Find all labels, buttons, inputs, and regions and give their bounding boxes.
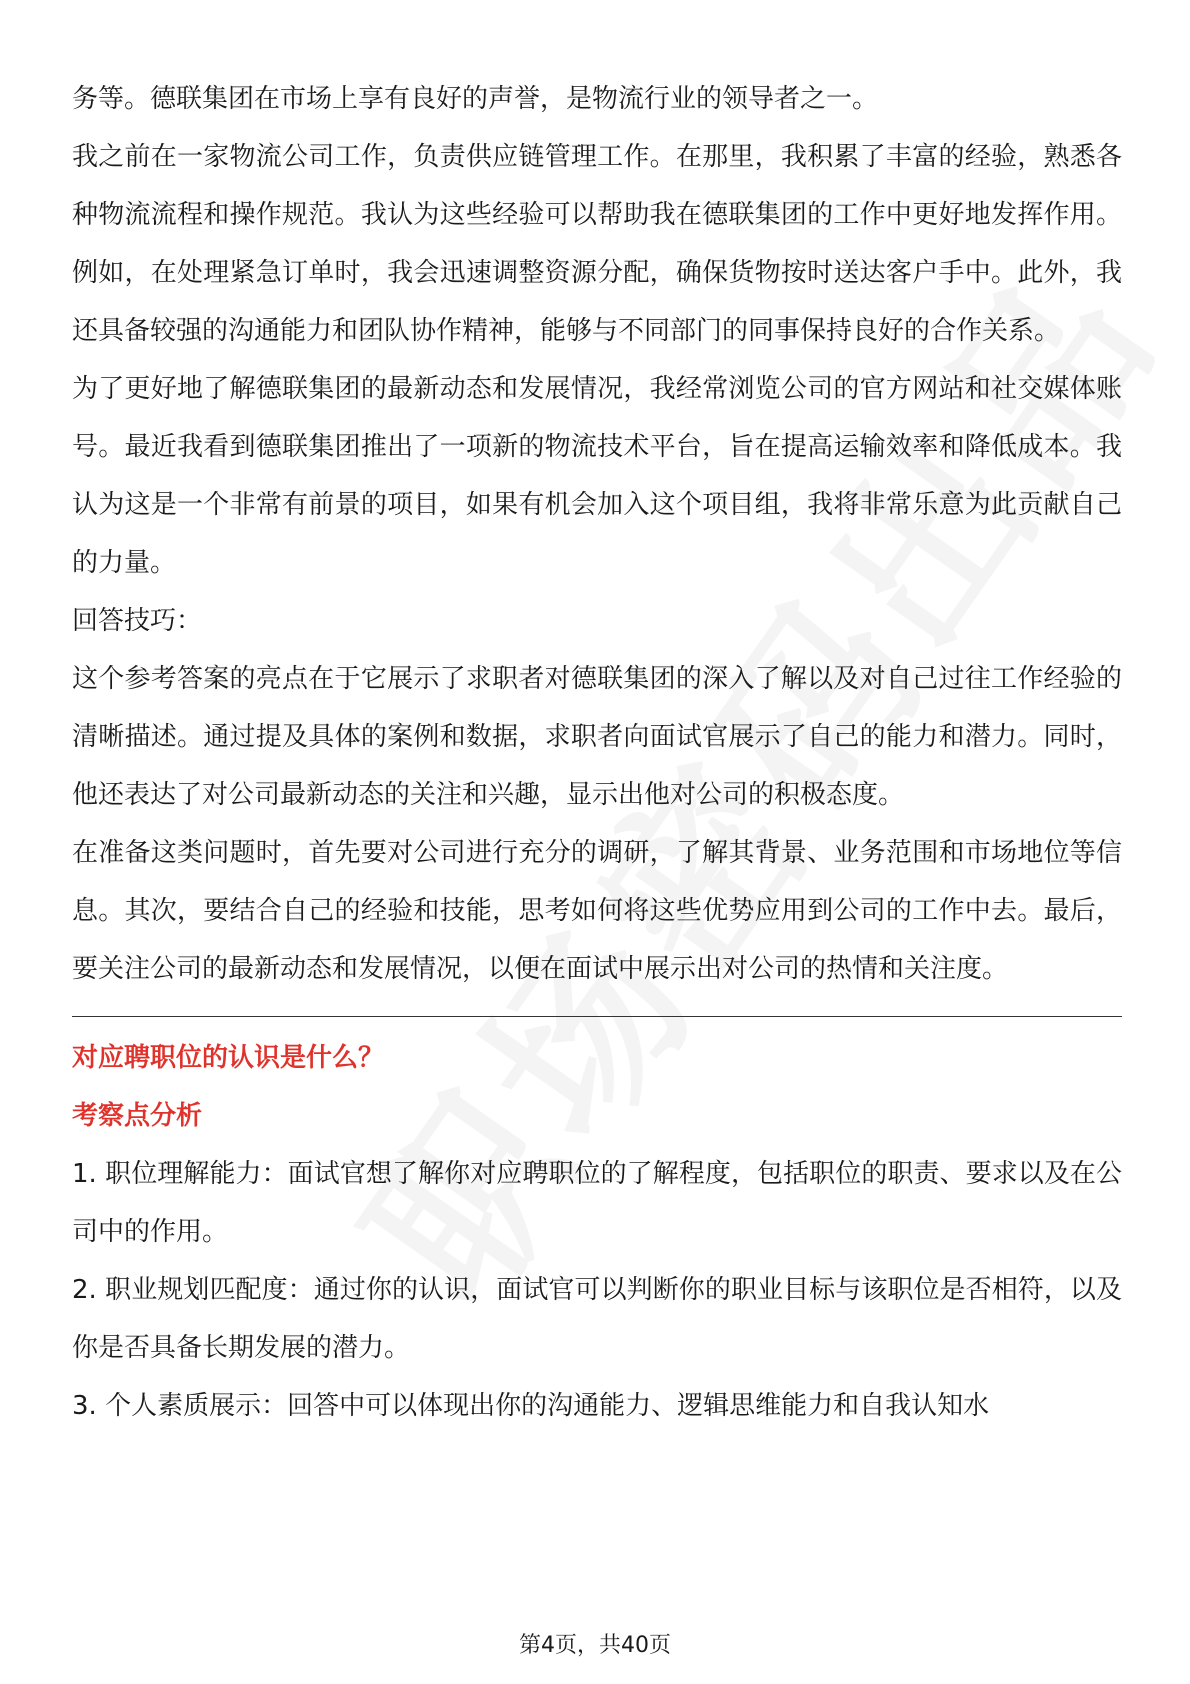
section-divider bbox=[72, 1016, 1122, 1017]
page-number: 第4页，共40页 bbox=[519, 1633, 671, 1658]
page-content bbox=[72, 70, 1122, 1435]
answer-tips-label: 回答技巧： bbox=[72, 606, 203, 636]
list-item: 3. 个人素质展示：回答中可以体现出你的沟通能力、逻辑思维能力和自我认知水 bbox=[72, 1391, 990, 1421]
paragraph: 务等。德联集团在市场上享有良好的声誉，是物流行业的领导者之一。 bbox=[72, 84, 879, 114]
section-title: 考察点分析 bbox=[72, 1101, 203, 1131]
paragraph: 这个参考答案的亮点在于它展示了求职者对德联集团的深入了解以及对自己过往工作经验的清晰描述。通过提及具体的案例和数据，求职者向面试官展示了自己的能力和潜力。同时，他还表达了对公司最新动态的关注和兴趣，显示出他对公司的积极态度。 bbox=[72, 664, 1122, 810]
paragraph: 我之前在一家物流公司工作，负责供应链管理工作。在那里，我积累了丰富的经验，熟悉各种物流流程和操作规范。我认为这些经验可以帮助我在德联集团的工作中更好地发挥作用。例如，在处理紧急订单时，我会迅速调整资源分配，确保货物按时送达客户手中。此外，我还具备较强的沟通能力和团队协作精神，能够与不同部门的同事保持良好的合作关系。 bbox=[72, 142, 1122, 346]
question-heading: 对应聘职位的认识是什么？ bbox=[72, 1043, 385, 1073]
list-item: 1. 职位理解能力：面试官想了解你对应聘职位的了解程度，包括职位的职责、要求以及在公司中的作用。 bbox=[72, 1159, 1122, 1247]
paragraph: 在准备这类问题时，首先要对公司进行充分的调研，了解其背景、业务范围和市场地位等信息。其次，要结合自己的经验和技能，思考如何将这些优势应用到公司的工作中去。最后，要关注公司的最新动态和发展情况，以便在面试中展示出对公司的热情和关注度。 bbox=[72, 838, 1122, 984]
paragraph: 为了更好地了解德联集团的最新动态和发展情况，我经常浏览公司的官方网站和社交媒体账号。最近我看到德联集团推出了一项新的物流技术平台，旨在提高运输效率和降低成本。我认为这是一个非常有前景的项目，如果有机会加入这个项目组，我将非常乐意为此贡献自己的力量。 bbox=[72, 374, 1122, 578]
list-item: 2. 职业规划匹配度：通过你的认识，面试官可以判断你的职业目标与该职位是否相符，以及你是否具备长期发展的潜力。 bbox=[72, 1275, 1122, 1363]
